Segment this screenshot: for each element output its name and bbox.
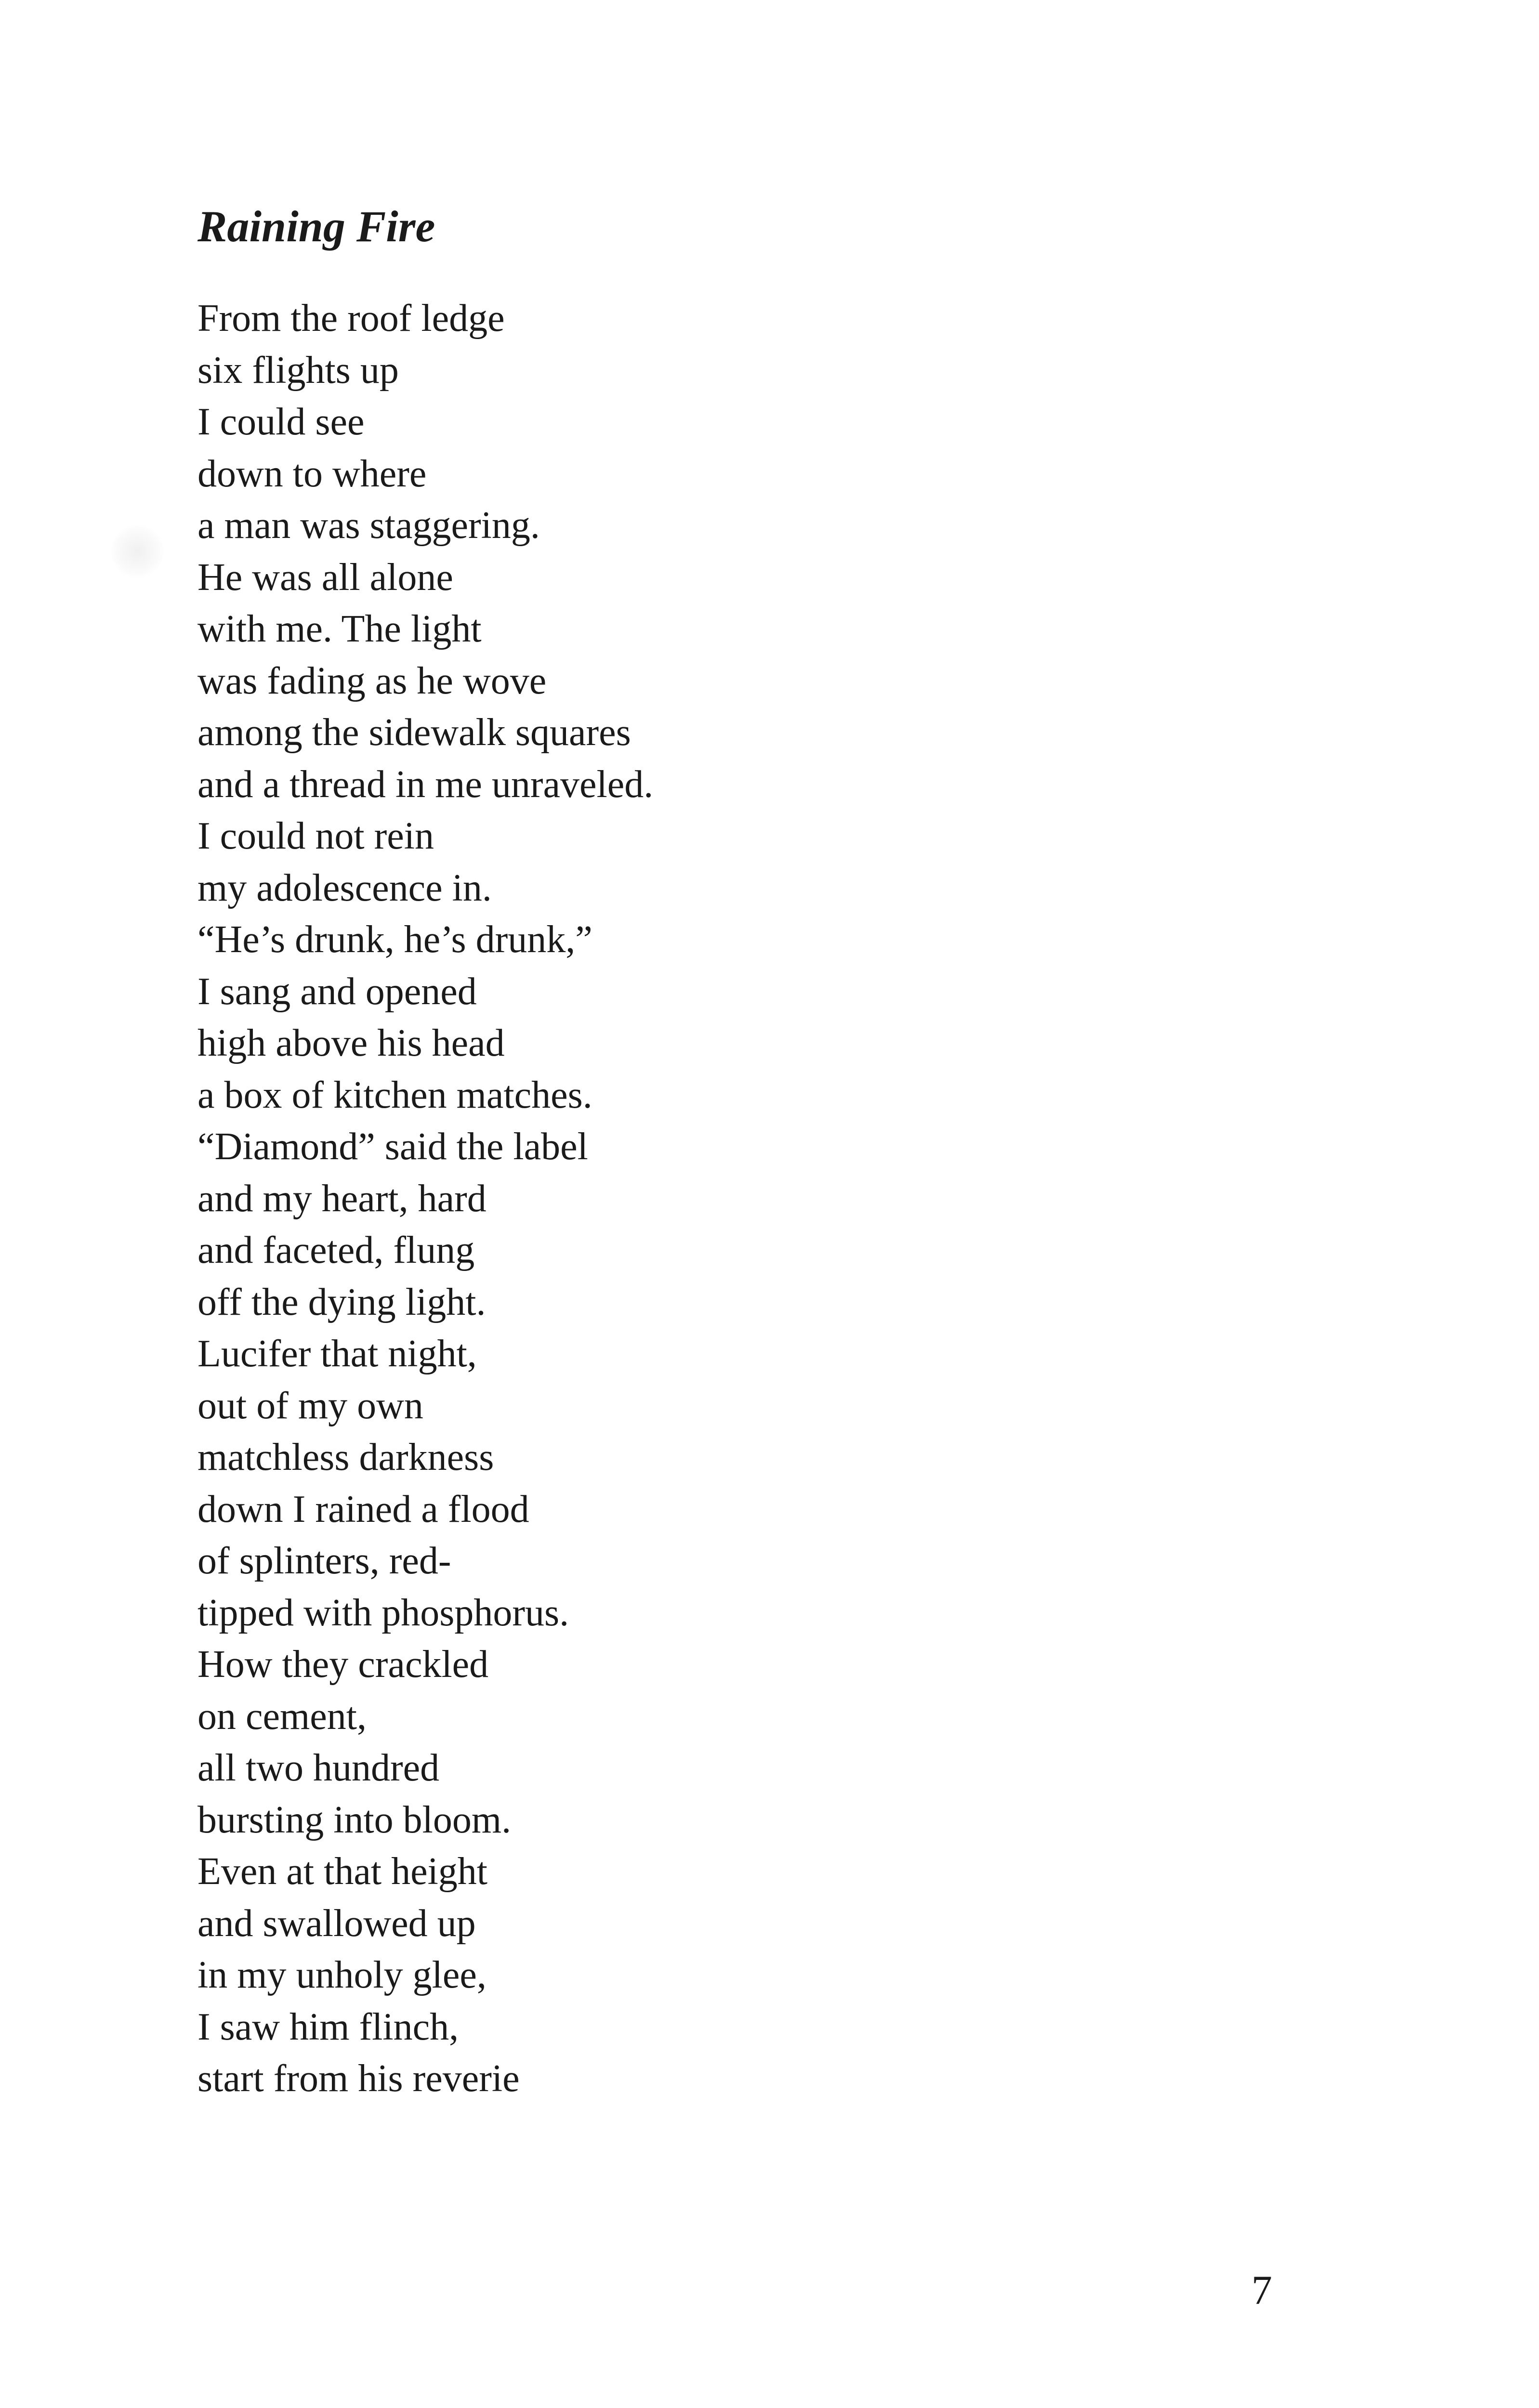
poem-line: out of my own [197,1384,423,1427]
poem-line: matchless darkness [197,1436,494,1479]
poem-line: a box of kitchen matches. [197,1073,592,1116]
poem-line: tipped with phosphorus. [197,1591,569,1634]
poem-line: down I rained a flood [197,1488,529,1531]
poem-line: all two hundred [197,1747,440,1789]
poem-line: I could not rein [197,815,434,857]
poem-line: Even at that height [197,1850,488,1893]
page-number: 7 [1251,2267,1272,2313]
poem-line: I could see [197,401,365,443]
poem-title: Raining Fire [197,202,435,251]
poem-line: a man was staggering. [197,504,540,547]
poem-line: Lucifer that night, [197,1333,477,1375]
paper-speck [111,525,164,578]
poem-line: “He’s drunk, he’s drunk,” [197,918,592,961]
poem-line: “Diamond” said the label [197,1125,588,1168]
poem-line: off the dying light. [197,1281,486,1323]
poem-line: and faceted, flung [197,1229,475,1271]
poem-line: down to where [197,452,427,495]
poem-line: on cement, [197,1695,367,1738]
poem-line: How they crackled [197,1643,489,1686]
poem-line: was fading as he wove [197,659,547,702]
poem-line: start from his reverie [197,2057,520,2100]
poem-line: and swallowed up [197,1902,476,1945]
poem-line: and my heart, hard [197,1177,487,1220]
poem-line: of splinters, red- [197,1540,451,1582]
poem-line: my adolescence in. [197,866,492,909]
poem-line: I sang and opened [197,970,477,1013]
poem-line: six flights up [197,349,399,392]
poem-line: and a thread in me unraveled. [197,763,654,806]
poem-line: with me. The light [197,608,482,650]
poem-line: He was all alone [197,556,453,599]
poem-line: in my unholy glee, [197,1954,487,1996]
poem-body [197,293,653,2105]
poem-line: I saw him flinch, [197,2005,459,2048]
poem-line: high above his head [197,1022,505,1064]
poem-line: among the sidewalk squares [197,711,631,754]
poem-line: From the roof ledge [197,297,505,340]
poem-line: bursting into bloom. [197,1798,512,1841]
